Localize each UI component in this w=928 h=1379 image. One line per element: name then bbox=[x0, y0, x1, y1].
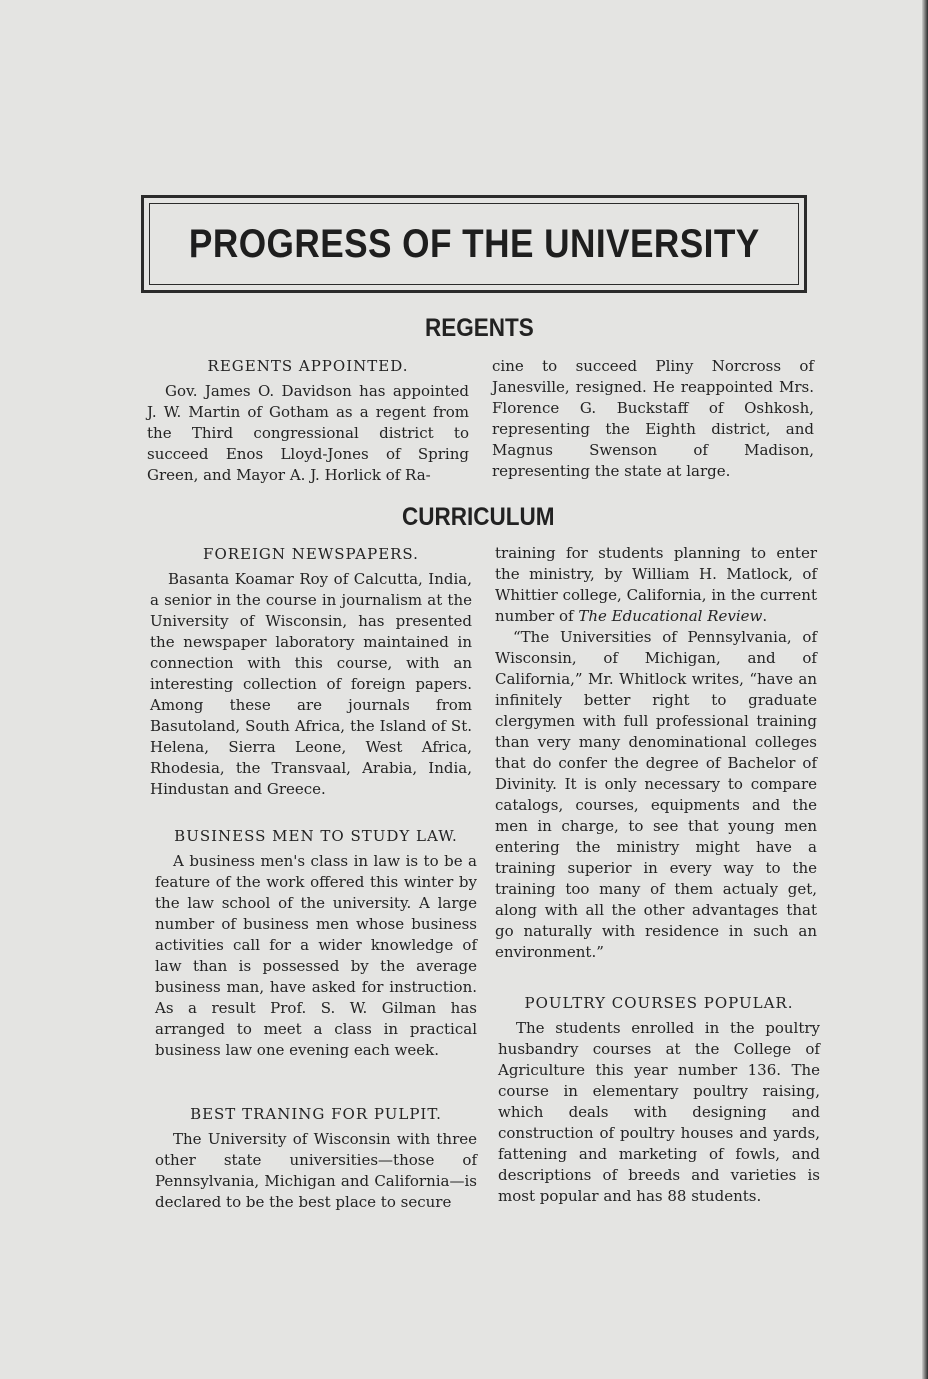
regents-appointed-title: REGENTS APPOINTED. bbox=[207, 357, 409, 375]
business-men-title: BUSINESS MEN TO STUDY LAW. bbox=[174, 827, 458, 845]
pulpit-text-left: The University of Wisconsin with three other state universities—those of Pennsylvania, Michigan and California—is declared to be the best place to secure bbox=[155, 1130, 477, 1211]
page-title: PROGRESS OF THE UNIVERSITY bbox=[188, 221, 760, 266]
title-box bbox=[141, 195, 807, 293]
pulpit-text-right-after: . bbox=[762, 607, 768, 625]
curriculum-heading: CURRICULUM bbox=[402, 503, 555, 531]
pulpit-title: BEST TRANING FOR PULPIT. bbox=[190, 1105, 442, 1123]
curriculum-right-column bbox=[495, 543, 817, 963]
regents-appointed-text-right: cine to succeed Pliny Norcross of Janesville, resigned. He reappointed Mrs. Florence G. Buckstaff of Oshkosh, representing the Eighth district, and Magnus Swenson of Madison, representing the state at large. bbox=[492, 357, 814, 480]
page-edge bbox=[922, 0, 928, 1379]
regents-appointed-text-left: Gov. James O. Davidson has appointed J. W. Martin of Gotham as a regent from the Third congressional district to succeed Enos Lloyd-Jones of Spring Green, and Mayor A. J. Horlick of Ra- bbox=[147, 382, 469, 484]
pulpit-text-right-before: training for students planning to enter the ministry, by William H. Matlock, of Whittier college, California, in the current number of bbox=[495, 544, 817, 625]
poultry-column bbox=[498, 993, 820, 1207]
poultry-title: POULTRY COURSES POPULAR. bbox=[524, 994, 794, 1012]
publication-title: The Educational Review bbox=[578, 607, 763, 625]
pulpit-quote: “The Universities of Pennsylvania, of Wisconsin, of Michigan, and of California,” Mr. Whitlock writes, “have an infinitely better right to graduate clergymen with full professional training than very many denominational colleges that do confer the degree of Bachelor of Divinity. It is only necessary to compare catalogs, courses, equipments and the men in charge, to see that young men entering the ministry might have a training superior in every way to the training too many of them actualy get, along with all the other advantages that go naturally with residence in such an environment.” bbox=[495, 628, 817, 961]
regents-heading: REGENTS bbox=[425, 314, 534, 342]
foreign-newspapers-title: FOREIGN NEWSPAPERS. bbox=[203, 545, 419, 563]
poultry-text: The students enrolled in the poultry husbandry courses at the College of Agriculture this year number 136. The course in elementary poultry raising, which deals with designing and construction of poultry houses and yards, fattening and marketing of fowls, and descriptions of breeds and varieties is most popular and has 88 students. bbox=[498, 1019, 820, 1205]
regents-right-column bbox=[492, 356, 814, 482]
pulpit-left-column bbox=[155, 1104, 477, 1213]
regents-left-column bbox=[147, 356, 469, 486]
business-men-text: A business men's class in law is to be a feature of the work offered this winter by the law school of the university. A large number of business men whose business activities call for a wider knowledge of law than is possessed by the average business man, have asked for instruction. As a result Prof. S. W. Gilman has arranged to meet a class in practical business law one evening each week. bbox=[155, 852, 477, 1059]
pulpit-text-right bbox=[495, 543, 817, 627]
business-men-column bbox=[155, 826, 477, 1061]
foreign-newspapers-text: Basanta Koamar Roy of Calcutta, India, a senior in the course in journalism at the University of Wisconsin, has presented the newspaper laboratory maintained in connection with this course, with an interesting collection of foreign papers. Among these are journals from Basutoland, South Africa, the Island of St. Helena, Sierra Leone, West Africa, Rhodesia, the Transvaal, Arabia, India, Hindustan and Greece. bbox=[150, 570, 472, 798]
title-box-inner bbox=[149, 203, 799, 285]
curriculum-left-column bbox=[150, 544, 472, 800]
